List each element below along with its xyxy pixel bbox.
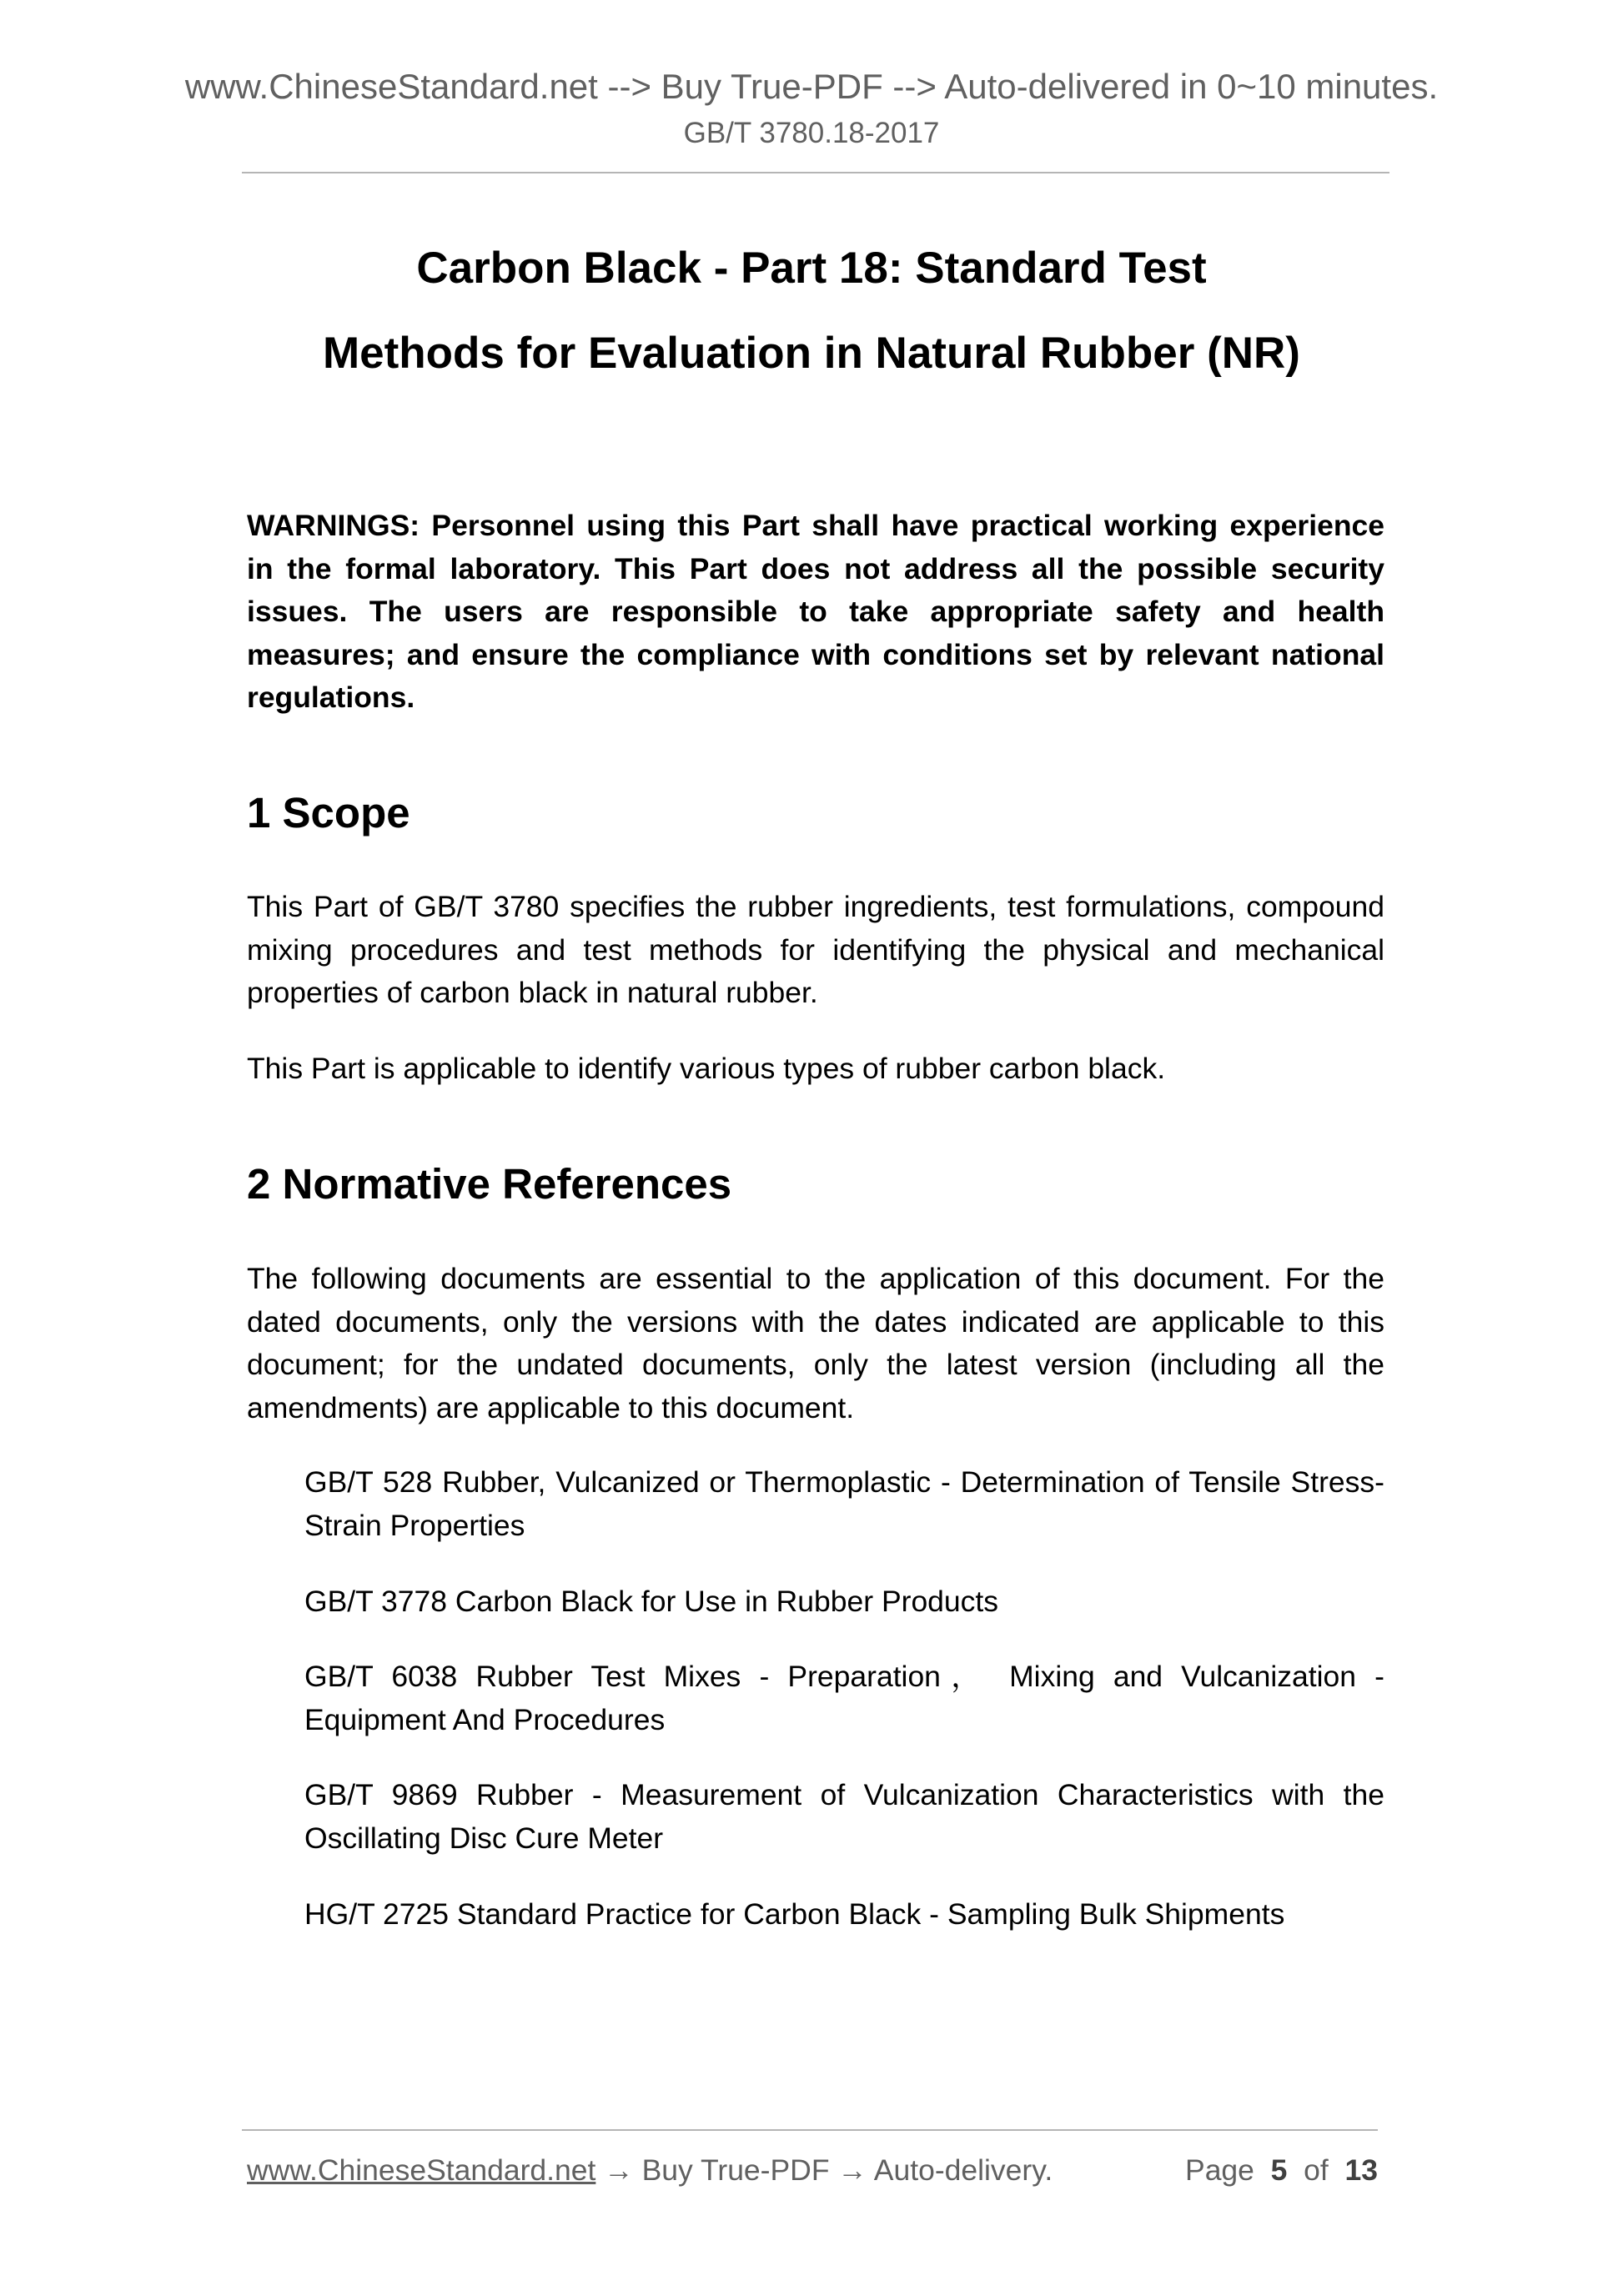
page-indicator [1185,2152,1378,2188]
warning-paragraph: WARNINGS: Personnel using this Part shall have practical working experience in the formal laboratory. This Part does not address all the possible security issues. The users are responsible to take appropriate safety and health measures; and ensure the compliance with conditions set by relevant national regulations. [247,509,1384,714]
of-label: of [1304,2153,1329,2187]
document-title-line-1: Carbon Black - Part 18: Standard Test [416,244,1207,293]
footer-site-link[interactable]: www.ChineseStandard.net [247,2153,596,2187]
footer-buy-text: Buy True-PDF [641,2153,830,2187]
footer-auto-text: Auto-delivery. [873,2153,1053,2187]
document-title-line-2: Methods for Evaluation in Natural Rubber (NR) [323,329,1300,378]
document-code: GB/T 3780.18-2017 [683,117,940,149]
footer-promo [247,2152,1053,2188]
section-heading-normative-references: 2 Normative References [247,1160,732,1208]
references-intro-paragraph: The following documents are essential to the application of this document. For the dated documents, only the versions with the dates indicated are applicable to this document; for the undated documents, only the latest version (including all the amendments) are applicable to this document. [247,1262,1384,1424]
reference-item: GB/T 3778 Carbon Black for Use in Rubber Products [304,1585,999,1618]
footer-divider [242,2129,1378,2131]
header-banner: www.ChineseStandard.net --> Buy True-PDF --> Auto-delivered in 0~10 minutes. [184,67,1439,106]
reference-item: HG/T 2725 Standard Practice for Carbon Black - Sampling Bulk Shipments [304,1897,1285,1931]
reference-item: GB/T 9869 Rubber - Measurement of Vulcanization Characteristics with the Oscillating Disc Cure Meter [304,1778,1384,1855]
reference-item: GB/T 528 Rubber, Vulcanized or Thermoplastic - Determination of Tensile Stress-Strain Properties [304,1465,1384,1542]
reference-item: GB/T 6038 Rubber Test Mixes - Preparation， Mixing and Vulcanization - Equipment And Procedures [304,1660,1384,1736]
scope-paragraph-1: This Part of GB/T 3780 specifies the rubber ingredients, test formulations, compound mixing procedures and test methods for identifying the physical and mechanical properties of carbon black in natural rubber. [247,890,1384,1009]
section-heading-scope: 1 Scope [247,789,410,837]
header-divider [242,172,1389,173]
arrow-right-icon: → [837,2153,867,2187]
arrow-right-icon: → [604,2153,634,2187]
page-label: Page [1185,2153,1254,2187]
page-total: 13 [1344,2153,1378,2187]
scope-paragraph-2: This Part is applicable to identify various types of rubber carbon black. [247,1052,1166,1085]
page-number: 5 [1270,2153,1288,2187]
